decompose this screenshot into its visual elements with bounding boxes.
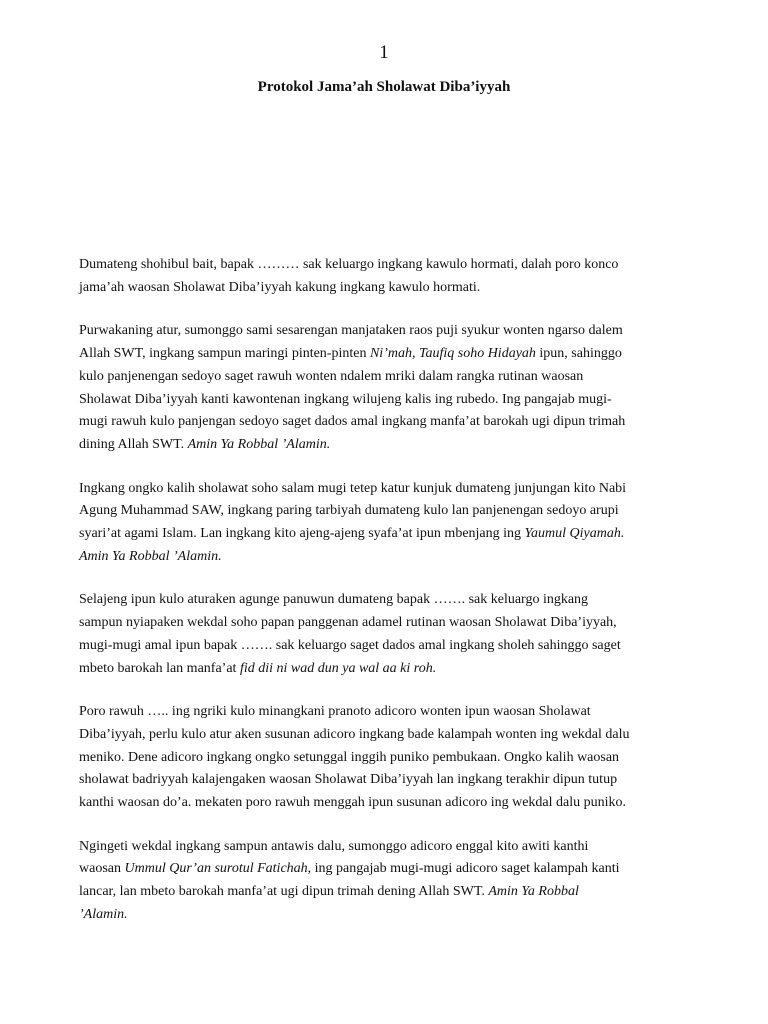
paragraph bbox=[79, 254, 701, 299]
paragraph-line: mugi-mugi amal ipun bapak ……. sak keluargo saget dados amal ingkang sholeh sahinggo saget bbox=[79, 637, 621, 653]
document-title: Protokol Jama’ah Sholawat Diba’iyyah bbox=[257, 79, 511, 95]
italic-phrase: Yaumul Qiyamah. bbox=[524, 526, 625, 542]
paragraph bbox=[79, 589, 701, 680]
document-body bbox=[79, 254, 701, 948]
paragraph-line: Ngingeti wekdal ingkang sampun antawis dalu, sumonggo adicoro enggal kito awiti kanthi bbox=[79, 838, 589, 854]
paragraph-line: Ingkang ongko kalih sholawat soho salam mugi tetep katur kunjuk dumateng junjungan kito Nabi bbox=[79, 480, 627, 496]
paragraph bbox=[79, 836, 701, 927]
paragraph-line: Purwakaning atur, sumonggo sami sesarengan manjataken raos puji syukur wonten ngarso dalem bbox=[79, 323, 623, 339]
paragraph-line: kulo panjenengan sedoyo saget rawuh wonten ndalem mriki dalam rangka rutinan waosan bbox=[79, 368, 584, 384]
italic-phrase: Ni’mah, Taufiq soho Hidayah bbox=[369, 346, 536, 362]
italic-phrase: Ummul Qur’an surotul Fatichah bbox=[124, 861, 308, 877]
paragraph-line bbox=[79, 546, 701, 569]
paragraph-line: Diba’iyyah, perlu kulo atur aken susunan adicoro ingkang bade kalampah wonten ing wekdal dalu bbox=[79, 726, 630, 742]
italic-phrase: ’Alamin. bbox=[79, 906, 128, 922]
paragraph-line: meniko. Dene adicoro ingkang ongko setunggal inggih puniko pembukaan. Ongko kalih waosan bbox=[79, 749, 620, 765]
paragraph bbox=[79, 701, 701, 815]
paragraph-line: Dumateng shohibul bait, bapak ……… sak keluargo ingkang kawulo hormati, dalah poro konco bbox=[79, 257, 619, 272]
paragraph-line: Sholawat Diba’iyyah kanti kawontenan ingkang wilujeng kalis ing rubedo. Ing pangajab mugi- bbox=[79, 391, 612, 407]
paragraph bbox=[79, 478, 701, 569]
paragraph-line: sampun nyiapaken wekdal soho papan panggenan adamel rutinan waosan Sholawat Diba’iyyah, bbox=[79, 615, 617, 631]
italic-phrase: fid dii ni wad dun ya wal aa ki roh. bbox=[239, 660, 437, 676]
italic-phrase: Amin Ya Robbal bbox=[488, 884, 579, 900]
paragraph-line: Agung Muhammad SAW, ingkang paring tarbiyah dumateng kulo lan panjenengan sedoyo arupi bbox=[79, 503, 619, 519]
paragraph-line: waosan Ummul Qur’an surotul Fatichah, ing pangajab mugi-mugi adicoro saget kalampah kanti bbox=[79, 861, 620, 877]
paragraph-line: jama’ah waosan Sholawat Diba’iyyah kakung ingkang kawulo hormati. bbox=[79, 279, 481, 295]
paragraph-line: Selajeng ipun kulo aturaken agunge panuwun dumateng bapak ……. sak keluargo ingkang bbox=[79, 592, 589, 608]
paragraph-line: syari’at agami Islam. Lan ingkang kito ajeng-ajeng syafa’at ipun mbenjang ing Yaumul Qiyamah. bbox=[79, 526, 625, 542]
paragraph-line: sholawat badriyyah kalajengaken waosan Sholawat Diba’iyyah lan ingkang terakhir dipun tutup bbox=[79, 772, 618, 788]
paragraph bbox=[79, 320, 701, 456]
italic-phrase: Amin Ya Robbal ’Alamin. bbox=[79, 548, 222, 564]
page-number: 1 bbox=[379, 42, 389, 63]
paragraph-line bbox=[79, 904, 701, 927]
paragraph-line: Allah SWT, ingkang sampun maringi pinten-pinten Ni’mah, Taufiq soho Hidayah ipun, sahinggo bbox=[79, 346, 622, 362]
paragraph-line: mbeto barokah lan manfa’at fid dii ni wad dun ya wal aa ki roh. bbox=[79, 660, 437, 676]
italic-phrase: Amin Ya Robbal ’Alamin. bbox=[187, 436, 331, 452]
paragraph-line: Poro rawuh ….. ing ngriki kulo minangkani pranoto adicoro wonten ipun waosan Sholawat bbox=[79, 704, 591, 720]
paragraph-line: kanthi waosan do’a. mekaten poro rawuh menggah ipun susunan adicoro ing wekdal dalu puniko. bbox=[79, 795, 627, 811]
paragraph-line: dining Allah SWT. Amin Ya Robbal ’Alamin. bbox=[79, 436, 331, 452]
paragraph-line: mugi rawuh kulo panjengan sedoyo saget dados amal ingkang manfa’at barokah ugi dipun trimah bbox=[79, 414, 626, 430]
paragraph-line: lancar, lan mbeto barokah manfa’at ugi dipun trimah dening Allah SWT. Amin Ya Robbal bbox=[79, 884, 579, 900]
